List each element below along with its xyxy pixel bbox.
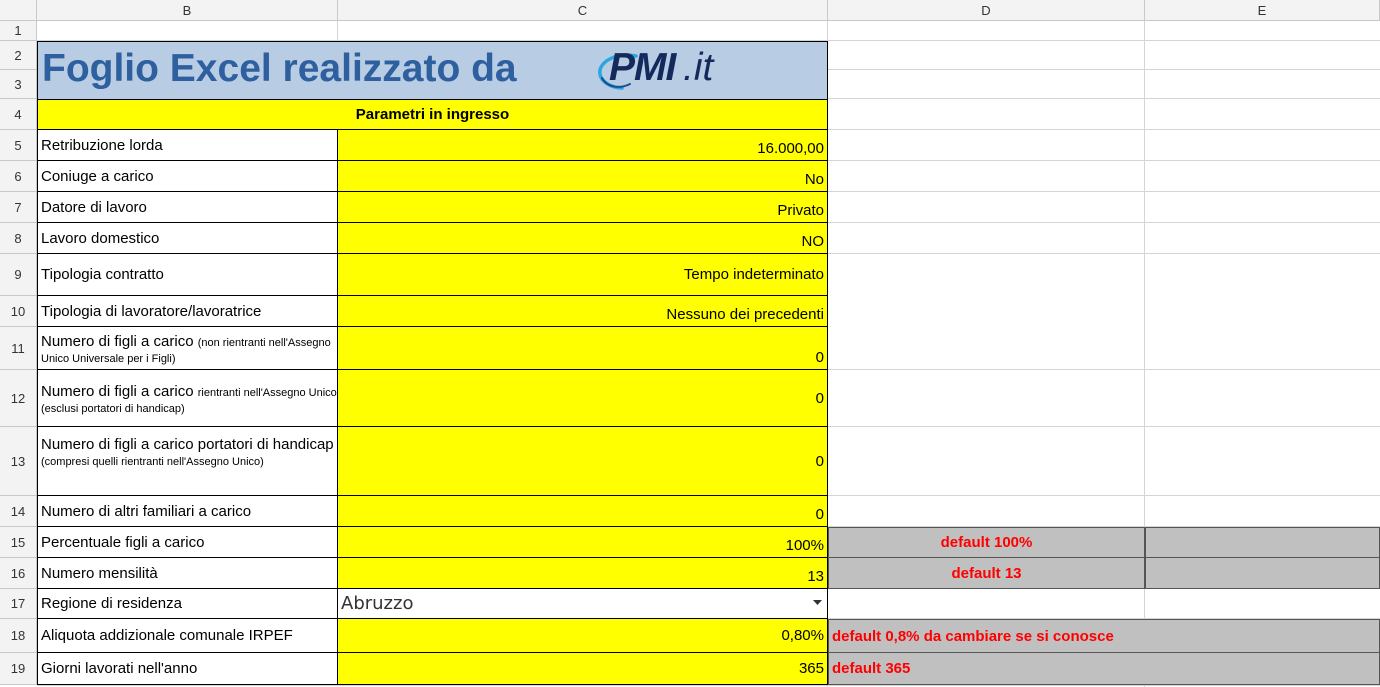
row-header[interactable]: 10 [0,296,37,327]
label-giorni-lavorati[interactable]: Giorni lavorati nell'anno [37,653,338,685]
label-main: Numero di figli a carico [41,383,194,400]
gridline [337,21,338,41]
label-figli-handicap[interactable] [37,427,338,496]
section-title-text: Parametri in ingresso [355,106,510,123]
input-figli-non-assegno-unico[interactable]: 0 [338,327,828,370]
label-percentuale-figli[interactable]: Percentuale figli a carico [37,527,338,558]
row-header[interactable]: 14 [0,496,37,527]
note-default-mensilita[interactable]: default 13 [828,558,1145,589]
row-header[interactable]: 9 [0,254,37,296]
input-altri-familiari[interactable]: 0 [338,496,828,527]
note-default-addizionale[interactable]: default 0,8% da cambiare se si conosce [828,619,1380,653]
page-title: Foglio Excel realizzato da [42,47,517,90]
row-header[interactable]: 8 [0,223,37,254]
gridline [828,191,1380,192]
label-note: (compresi quelli rientranti nell'Assegno Unico) [41,455,264,468]
gridline [828,69,1380,70]
gridline [828,160,1380,161]
label-tipologia-contratto[interactable]: Tipologia contratto [37,254,338,296]
gridline [828,253,1380,254]
label-aliquota-addizionale[interactable]: Aliquota addizionale comunale IRPEF [37,619,338,653]
input-coniuge-a-carico[interactable]: No [338,161,828,192]
input-datore-di-lavoro[interactable]: Privato [338,192,828,223]
label-figli-non-assegno-unico[interactable] [37,327,338,370]
row-header[interactable]: 3 [0,70,37,99]
row-header[interactable]: 4 [0,99,37,130]
input-tipologia-lavoratore[interactable]: Nessuno dei precedenti [338,296,828,327]
label-datore-di-lavoro[interactable]: Datore di lavoro [37,192,338,223]
logo-text: PMI [609,46,676,89]
gridline [828,369,1380,370]
row-header[interactable]: 13 [0,427,37,496]
select-value: Abruzzo [341,593,414,614]
gridline [828,426,1380,427]
label-note: rientranti nell'Assegno Unico (esclusi portatori di handicap) [41,387,337,415]
label-main: Numero di figli a carico [41,333,194,350]
row-header[interactable]: 19 [0,653,37,685]
label-numero-mensilita[interactable]: Numero mensilità [37,558,338,589]
input-giorni-lavorati[interactable]: 365 [338,653,828,685]
input-figli-handicap[interactable]: 0 [338,427,828,496]
label-coniuge-a-carico[interactable]: Coniuge a carico [37,161,338,192]
pmi-logo [596,48,726,94]
gridline [828,222,1380,223]
gridline [37,685,1380,686]
corner-cell[interactable] [0,0,37,21]
section-title[interactable] [37,99,828,130]
row-header[interactable]: 18 [0,619,37,653]
input-percentuale-figli[interactable]: 100% [338,527,828,558]
logo-suffix: .it [683,46,714,89]
input-tipologia-contratto[interactable]: Tempo indeterminato [338,254,828,296]
column-header-c[interactable]: C [338,0,828,21]
gridline [828,495,1380,496]
input-aliquota-addizionale[interactable]: 0,80% [338,619,828,653]
column-header-b[interactable]: B [37,0,338,21]
column-header-e[interactable]: E [1145,0,1380,21]
input-lavoro-domestico[interactable]: NO [338,223,828,254]
note-default-giorni[interactable]: default 365 [828,653,1380,685]
gridline [828,98,1380,99]
row-header[interactable]: 12 [0,370,37,427]
column-header-d[interactable]: D [828,0,1145,21]
dropdown-button[interactable] [808,591,826,615]
row-header[interactable]: 11 [0,327,37,370]
label-lavoro-domestico[interactable]: Lavoro domestico [37,223,338,254]
label-main: Numero di figli a carico portatori di handicap [41,436,334,453]
row-header[interactable]: 17 [0,589,37,619]
row-header[interactable]: 16 [0,558,37,589]
chevron-down-icon [813,600,822,606]
row-header[interactable]: 1 [0,21,37,41]
input-retribuzione-lorda[interactable]: 16.000,00 [338,130,828,161]
label-figli-assegno-unico[interactable] [37,370,338,427]
label-retribuzione-lorda[interactable]: Retribuzione lorda [37,130,338,161]
title-banner[interactable] [37,41,828,99]
input-numero-mensilita[interactable]: 13 [338,558,828,589]
gridline [828,129,1380,130]
label-note: (non rientranti nell'Assegno Unico Universale per i Figli) [41,337,331,365]
note-default-percentuale[interactable]: default 100% [828,527,1145,558]
row-header[interactable]: 15 [0,527,37,558]
row-header[interactable]: 2 [0,41,37,70]
note-cell-empty[interactable] [1145,527,1380,558]
row-header[interactable]: 7 [0,192,37,223]
label-regione-residenza[interactable]: Regione di residenza [37,589,338,619]
label-tipologia-lavoratore[interactable]: Tipologia di lavoratore/lavoratrice [37,296,338,327]
row-header[interactable]: 6 [0,161,37,192]
input-figli-assegno-unico[interactable]: 0 [338,370,828,427]
row-header[interactable]: 5 [0,130,37,161]
select-regione-residenza[interactable] [338,589,828,619]
note-cell-empty[interactable] [1145,558,1380,589]
label-altri-familiari[interactable]: Numero di altri familiari a carico [37,496,338,527]
